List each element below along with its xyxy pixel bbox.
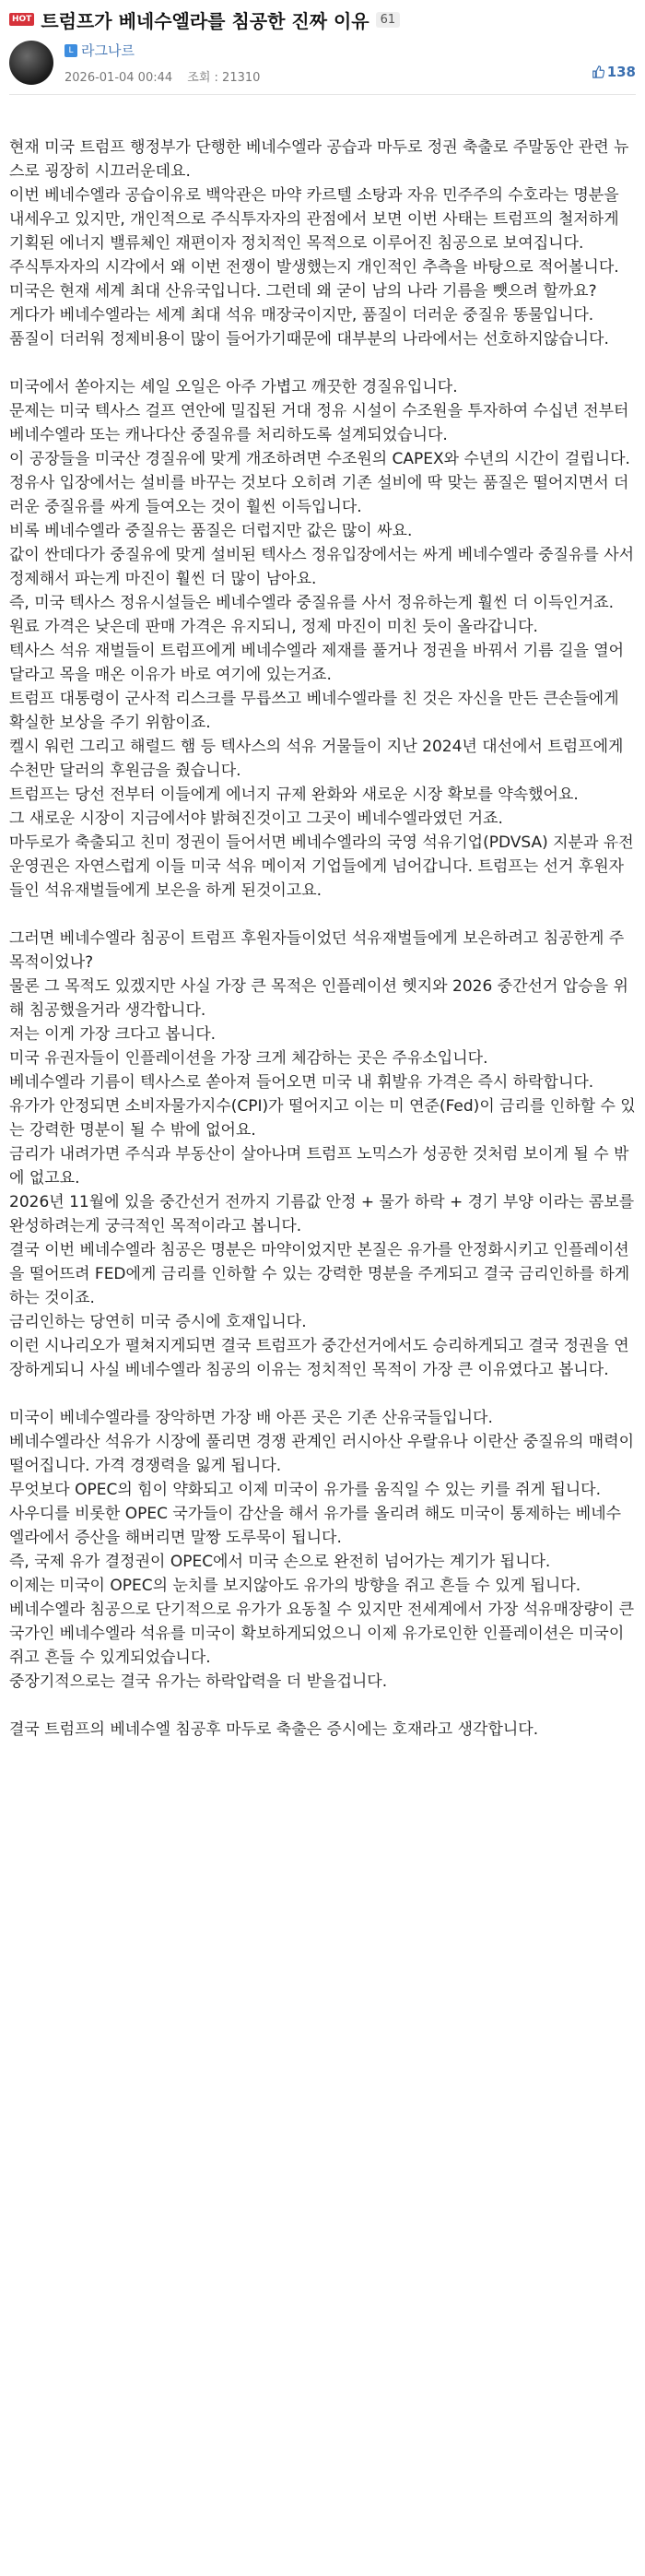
body-paragraph: 트럼프는 당선 전부터 이들에게 에너지 규제 완화와 새로운 시장 확보를 약속했어요.: [9, 786, 579, 804]
body-paragraph: 이제는 미국이 OPEC의 눈치를 보지않아도 유가의 방향을 쥐고 흔들 수 있게 됩니다.: [9, 1577, 581, 1595]
body-paragraph: 마두로가 축출되고 친미 정권이 들어서면 베네수엘라의 국영 석유기업(PDVSA) 지분과 유전 운영권은 자연스럽게 이들 미국 석유 메이저 기업들에게 넘어갑니다. 트럼프는 선거 후원자들인 석유재벌들에게 보은을 하게 된것이고요.: [9, 833, 634, 900]
author-name[interactable]: 라그나르: [81, 42, 135, 59]
body-paragraph: 무엇보다 OPEC의 힘이 약화되고 이제 미국이 유가를 움직일 수 있는 키를 쥐게 됩니다.: [9, 1481, 601, 1499]
paragraph-spacer: [9, 351, 636, 375]
member-level-icon: L: [64, 44, 77, 57]
post-title: 트럼프가 베네수엘라를 침공한 진짜 이유: [41, 9, 369, 32]
body-paragraph: 2026년 11월에 있을 중간선거 전까지 기름값 안정 + 물가 하락 + 경기 부양 이라는 콤보를 완성하려는게 궁극적인 목적이라고 봅니다.: [9, 1193, 635, 1235]
like-count: 138: [606, 64, 636, 80]
body-paragraph: 미국은 현재 세계 최대 산유국입니다. 그런데 왜 굳이 남의 나라 기름을 뺏으려 할까요?: [9, 282, 597, 301]
view-count: 조회 : 21310: [187, 71, 261, 85]
body-paragraph: 게다가 베네수엘라는 세계 최대 석유 매장국이지만, 품질이 더러운 중질유 똥물입니다.: [9, 306, 594, 325]
body-paragraph: 즉, 국제 유가 결정권이 OPEC에서 미국 손으로 완전히 넘어가는 계기가 됩니다.: [9, 1553, 551, 1571]
paragraph-spacer: [9, 1382, 636, 1406]
body-paragraph: 금리인하는 당연히 미국 증시에 호재입니다.: [9, 1313, 307, 1331]
body-paragraph: 베네수엘라 기름이 텍사스로 쏟아져 들어오면 미국 내 휘발유 가격은 즉시 하락합니다.: [9, 1073, 594, 1092]
body-paragraph: 결국 트럼프의 베네수엘 침공후 마두로 축출은 증시에는 호재라고 생각합니다.: [9, 1720, 539, 1739]
body-paragraph: 정유사 입장에서는 설비를 바꾸는 것보다 오히려 기존 설비에 딱 맞는 품질은 떨어지면서 더러운 중질유를 싸게 들여오는 것이 훨씬 이득입니다.: [9, 474, 629, 516]
title-row: [9, 7, 636, 31]
body-paragraph: 그 새로운 시장이 지금에서야 밝혀진것이고 그곳이 베네수엘라였던 거죠.: [9, 809, 503, 828]
post-date-line: [64, 67, 592, 85]
body-paragraph: 값이 싼데다가 중질유에 맞게 설비된 텍사스 정유입장에서는 싸게 베네수엘라 중질유를 사서 정제해서 파는게 마진이 훨씬 더 많이 남아요.: [9, 546, 635, 588]
body-paragraph: 그러면 베네수엘라 침공이 트럼프 후원자들이었던 석유재벌들에게 보은하려고 침공한게 주목적이었나?: [9, 929, 625, 972]
author[interactable]: [64, 41, 592, 60]
thumbs-up-icon: [592, 65, 604, 78]
body-paragraph: 미국에서 쏟아지는 셰일 오일은 아주 가볍고 깨끗한 경질유입니다.: [9, 378, 458, 396]
paragraph-spacer: [9, 903, 636, 927]
body-paragraph: 비록 베네수엘라 중질유는 품질은 더럽지만 값은 많이 싸요.: [9, 522, 413, 540]
body-paragraph: 이 공장들을 미국산 경질유에 맞게 개조하려면 수조원의 CAPEX와 수년의 시간이 걸립니다.: [9, 450, 630, 468]
body-paragraph: 물론 그 목적도 있겠지만 사실 가장 큰 목적은 인플레이션 헷지와 2026 중간선거 압승을 위해 침공했을거라 생각합니다.: [9, 977, 628, 1020]
like-button[interactable]: [592, 64, 636, 80]
body-paragraph: 주식투자자의 시각에서 왜 이번 전쟁이 발생했는지 개인적인 추측을 바탕으로 적어볼니다.: [9, 258, 619, 277]
post-body: [0, 95, 645, 1742]
comment-count-badge[interactable]: 61: [376, 12, 401, 28]
body-paragraph: 켈시 워런 그리고 해럴드 햄 등 텍사스의 석유 거물들이 지난 2024년 대선에서 트럼프에게 수천만 달러의 후원금을 줬습니다.: [9, 738, 624, 780]
body-paragraph: 원료 가격은 낮은데 판매 가격은 유지되니, 정제 마진이 미친 듯이 올라갑니다.: [9, 618, 538, 636]
body-paragraph: 유가가 안정되면 소비자물가지수(CPI)가 떨어지고 이는 미 연준(Fed)이 금리를 인하할 수 있는 강력한 명분이 될 수 밖에 없어요.: [9, 1097, 636, 1140]
body-paragraph: 텍사스 석유 재벌들이 트럼프에게 베네수엘라 제재를 풀거나 정권을 바꿔서 기름 길을 열어달라고 목을 매온 이유가 바로 여기에 있는거죠.: [9, 642, 625, 684]
body-paragraph: 문제는 미국 텍사스 걸프 연안에 밀집된 거대 정유 시설이 수조원을 투자하여 수십년 전부터 베네수엘라 또는 캐나다산 중질유를 처리하도록 설계되었습니다.: [9, 402, 629, 444]
body-paragraph: 금리가 내려가면 주식과 부동산이 살아나며 트럼프 노믹스가 성공한 것처럼 보이게 될 수 밖에 없고요.: [9, 1145, 629, 1188]
post-date: 2026-01-04 00:44: [64, 71, 173, 85]
body-paragraph: 저는 이게 가장 크다고 봅니다.: [9, 1025, 217, 1044]
body-paragraph: 결국 이번 베네수엘라 침공은 명분은 마약이었지만 본질은 유가를 안정화시키고 인플레이션을 떨어뜨려 FED에게 금리를 인하할 수 있는 강력한 명분을 주게되고 결국 금리인하를 하게하는 것이죠.: [9, 1241, 630, 1307]
body-paragraph: 미국이 베네수엘라를 장악하면 가장 배 아픈 곳은 기존 산유국들입니다.: [9, 1409, 493, 1427]
body-paragraph: 이번 베네수엘라 공습이유로 백악관은 마약 카르텔 소탕과 자유 민주주의 수호라는 명분을 내세우고 있지만, 개인적으로 주식투자자의 관점에서 보면 이번 사태는 트럼프의 철저하게 기획된 에너지 밸류체인 재편이자 정치적인 목적으로 이루어진 침공으로 보여집니다.: [9, 186, 619, 253]
body-paragraph: 즉, 미국 텍사스 정유시설들은 베네수엘라 중질유를 사서 정유하는게 훨씬 더 이득인거죠.: [9, 594, 615, 612]
body-paragraph: 베네수엘라산 석유가 시장에 풀리면 경쟁 관계인 러시아산 우랄유나 이란산 중질유의 매력이 떨어집니다. 가격 경쟁력을 잃게 됩니다.: [9, 1433, 635, 1475]
body-paragraph: 중장기적으로는 결국 유가는 하락압력을 더 받을겁니다.: [9, 1672, 388, 1691]
hot-badge: HOT: [9, 13, 34, 26]
author-meta-row: [9, 39, 636, 95]
body-paragraph: 베네수엘라 침공으로 단기적으로 유가가 요동칠 수 있지만 전세계에서 가장 석유매장량이 큰 국가인 베네수엘라 석유를 미국이 확보하게되었으니 이제 유가로인한 인플레이션은 미국이 쥐고 흔들 수 있게되었습니다.: [9, 1601, 635, 1667]
body-paragraph: 이런 시나리오가 펼쳐지게되면 결국 트럼프가 중간선거에서도 승리하게되고 결국 정권을 연장하게되니 사실 베네수엘라 침공의 이유는 정치적인 목적이 가장 큰 이유였다고 봅니다.: [9, 1337, 629, 1379]
body-paragraph: 품질이 더러워 정제비용이 많이 들어가기때문에 대부분의 나라에서는 선호하지않습니다.: [9, 330, 609, 349]
paragraph-spacer: [9, 1694, 636, 1718]
body-paragraph: 사우디를 비롯한 OPEC 국가들이 감산을 해서 유가를 올리려 해도 미국이 통제하는 베네수엘라에서 증산을 해버리면 말짱 도루묵이 됩니다.: [9, 1505, 622, 1547]
avatar[interactable]: [9, 41, 53, 85]
author-meta: [64, 41, 592, 85]
body-paragraph: 현재 미국 트럼프 행정부가 단행한 베네수엘라 공습과 마두로 정권 축출로 주말동안 관련 뉴스로 굉장히 시끄러운데요.: [9, 138, 629, 181]
body-paragraph: 트럼프 대통령이 군사적 리스크를 무릅쓰고 베네수엘라를 친 것은 자신을 만든 큰손들에게 확실한 보상을 주기 위함이죠.: [9, 690, 619, 732]
post-header: [0, 0, 645, 95]
body-paragraph: 미국 유권자들이 인플레이션을 가장 크게 체감하는 곳은 주유소입니다.: [9, 1049, 488, 1068]
